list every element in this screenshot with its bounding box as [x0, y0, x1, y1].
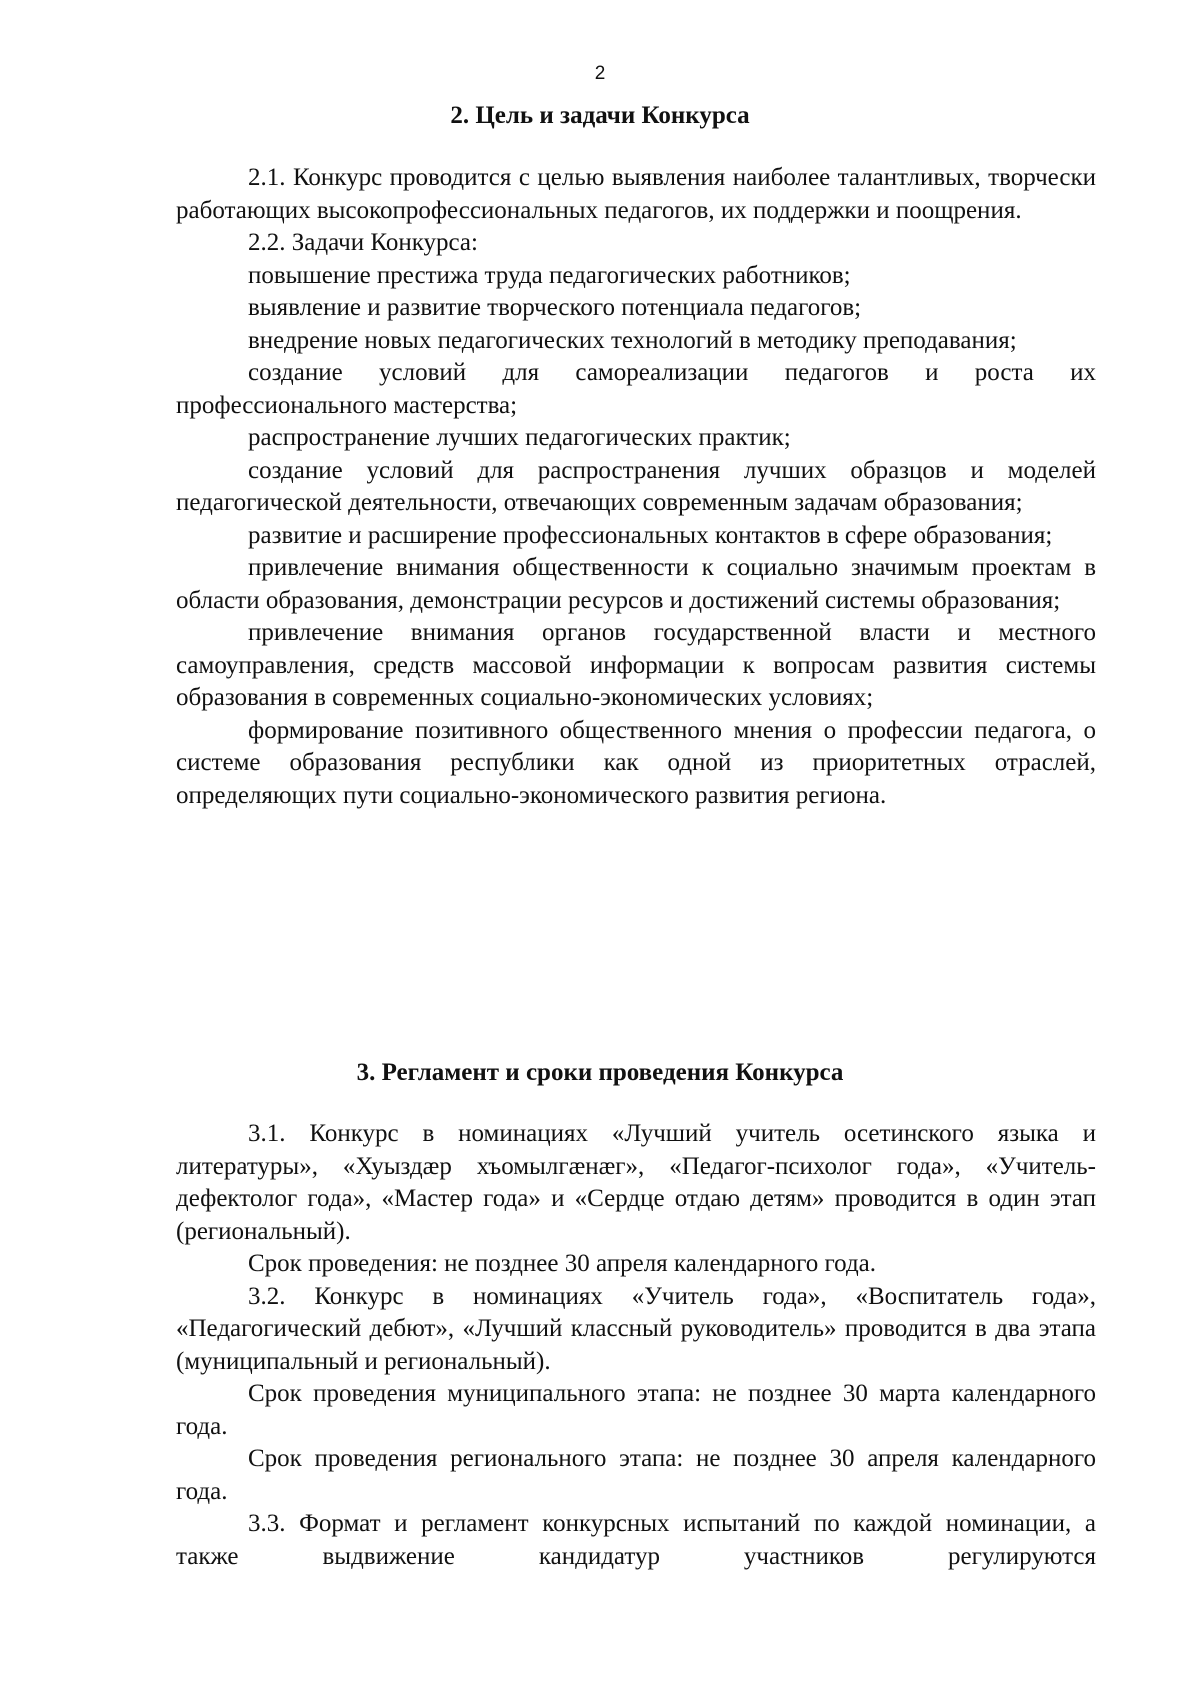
task-item: распространение лучших педагогических практик; [248, 424, 791, 451]
section-2-body [176, 162, 1096, 812]
page-number: 2 [594, 63, 606, 84]
paragraph-3-1-term: Срок проведения: не позднее 30 апреля календарного года. [248, 1250, 877, 1277]
paragraph-3-1: 3.1. Конкурс в номинациях «Лучший учитель осетинского языка и литературы», «Хуыздæр хъомылгæнæг», «Педагог-психолог года», «Учитель-дефектолог года», «Мастер года» и «Сердце отдаю детям» проводится в один этап (региональный). [176, 1120, 1096, 1245]
task-item: внедрение новых педагогических технологий в методику преподавания; [248, 326, 1017, 354]
task-item: создание условий для распространения лучших образцов и моделей педагогической деятельности, отвечающих современным задачам образования; [176, 456, 1096, 516]
paragraph-3-2-municipal-term: Срок проведения муниципального этапа: не позднее 30 марта календарного года. [176, 1380, 1096, 1440]
task-item: создание условий для самореализации педагогов и роста их профессионального мастерства; [176, 359, 1096, 419]
task-item: повышение престижа труда педагогических работников; [248, 261, 851, 289]
paragraph-3-3: 3.3. Формат и регламент конкурсных испытаний по каждой номинации, а также выдвижение кандидатур участников регулируются [176, 1510, 1096, 1570]
section-2-heading: 2. Цель и задачи Конкурса [450, 102, 750, 129]
paragraph-3-2-regional-term: Срок проведения регионального этапа: не позднее 30 апреля календарного года. [176, 1445, 1096, 1505]
task-item: развитие и расширение профессиональных контактов в сфере образования; [248, 521, 1053, 549]
task-item: привлечение внимания органов государственной власти и местного самоуправления, средств массовой информации к вопросам развития системы образования в современных социально-экономических условиях; [176, 619, 1096, 711]
task-item: привлечение внимания общественности к социально значимым проектам в области образования, демонстрации ресурсов и достижений системы образования; [176, 554, 1096, 614]
task-item: формирование позитивного общественного мнения о профессии педагога, о системе образования республики как одной из приоритетных отраслей, определяющих пути социально-экономического развития региона. [176, 716, 1096, 809]
section-3-heading: 3. Регламент и сроки проведения Конкурса [356, 1059, 844, 1086]
paragraph-3-2: 3.2. Конкурс в номинациях «Учитель года», «Воспитатель года», «Педагогический дебют», «Лучший классный руководитель» проводится в два этапа (муниципальный и региональный). [176, 1282, 1096, 1375]
task-item: выявление и развитие творческого потенциала педагогов; [248, 294, 862, 321]
section-3-body [176, 1118, 1096, 1573]
paragraph-2-2: 2.2. Задачи Конкурса: [248, 229, 478, 256]
paragraph-2-1: 2.1. Конкурс проводится с целью выявления наиболее талантливых, творчески работающих высокопрофессиональных педагогов, их поддержки и поощрения. [176, 164, 1096, 224]
